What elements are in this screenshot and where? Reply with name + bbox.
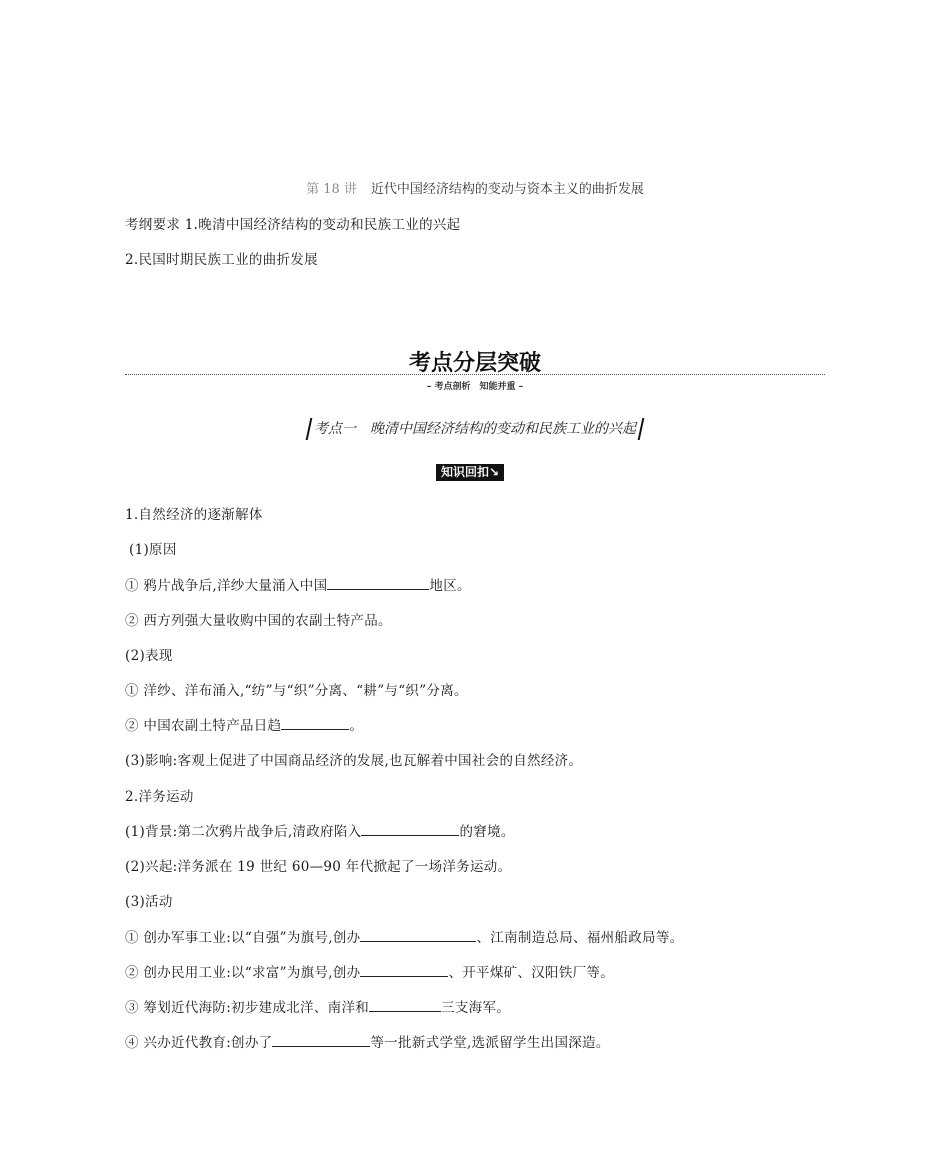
topic-heading bbox=[0, 418, 950, 440]
slash-left-icon bbox=[306, 418, 313, 440]
text-segment: ④ 兴办近代教育:创办了 bbox=[125, 1035, 273, 1051]
text-segment: 。 bbox=[349, 718, 364, 734]
section-banner-subtitle: – 考点剖析 知能并重 – bbox=[426, 382, 524, 392]
line-cause-2: ② 西方列强大量收购中国的农副土特产品。 bbox=[125, 613, 392, 629]
dotted-divider bbox=[125, 374, 825, 375]
fill-blank[interactable] bbox=[327, 575, 429, 590]
lecture-number: 第 18 讲 bbox=[306, 182, 357, 197]
subheading-activities: (3)活动 bbox=[125, 894, 173, 910]
text-segment: 地区。 bbox=[429, 578, 471, 594]
heading-natural-economy: 1.自然经济的逐渐解体 bbox=[125, 507, 263, 523]
line-background bbox=[125, 820, 515, 840]
line-manifestation-2 bbox=[125, 714, 363, 734]
line-activity-2 bbox=[125, 961, 614, 981]
text-segment: 、江南制造总局、福州船政局等。 bbox=[476, 930, 684, 946]
fill-blank[interactable] bbox=[361, 821, 459, 836]
fill-blank[interactable] bbox=[272, 1032, 370, 1047]
fill-blank[interactable] bbox=[360, 962, 448, 977]
fill-blank[interactable] bbox=[369, 997, 441, 1012]
text-segment: ② 创办民用工业:以“求富”为旗号,创办 bbox=[125, 965, 361, 981]
requirement-line-1: 考纲要求 1.晚清中国经济结构的变动和民族工业的兴起 bbox=[125, 217, 461, 233]
heading-westernization: 2.洋务运动 bbox=[125, 789, 194, 805]
text-segment: ① 创办军事工业:以“自强”为旗号,创办 bbox=[125, 930, 361, 946]
line-manifestation-1: ① 洋纱、洋布涌入,“纺”与“织”分离、“耕”与“织”分离。 bbox=[125, 683, 468, 699]
lecture-header bbox=[0, 178, 950, 197]
line-impact: (3)影响:客观上促进了中国商品经济的发展,也瓦解着中国社会的自然经济。 bbox=[125, 753, 583, 769]
text-segment: (1)背景:第二次鸦片战争后,清政府陷入 bbox=[125, 824, 362, 840]
badge-label: 知识回扣 bbox=[441, 465, 490, 479]
line-cause-1 bbox=[125, 574, 471, 594]
text-segment: 等一批新式学堂,选派留学生出国深造。 bbox=[370, 1035, 610, 1051]
topic-title: 晚清中国经济结构的变动和民族工业的兴起 bbox=[370, 421, 636, 437]
line-activity-1 bbox=[125, 926, 683, 946]
line-activity-4 bbox=[125, 1031, 610, 1051]
knowledge-review-badge bbox=[436, 464, 504, 481]
line-activity-3 bbox=[125, 996, 510, 1016]
subheading-manifestation: (2)表现 bbox=[125, 648, 173, 664]
arrow-down-right-icon: ↘ bbox=[489, 465, 500, 479]
text-segment: ② 中国农副土特产品日趋 bbox=[125, 718, 282, 734]
text-segment: 三支海军。 bbox=[441, 1000, 511, 1016]
section-banner-title: 考点分层突破 bbox=[408, 351, 541, 376]
text-segment: ③ 筹划近代海防:初步建成北洋、南洋和 bbox=[125, 1000, 370, 1016]
fill-blank[interactable] bbox=[360, 927, 476, 942]
text-segment: ① 鸦片战争后,洋纱大量涌入中国 bbox=[125, 578, 328, 594]
slash-right-icon bbox=[638, 418, 645, 440]
line-rise: (2)兴起:洋务派在 19 世纪 60—90 年代掀起了一场洋务运动。 bbox=[125, 859, 512, 875]
lecture-title: 近代中国经济结构的变动与资本主义的曲折发展 bbox=[370, 182, 644, 197]
subheading-cause: (1)原因 bbox=[129, 542, 177, 558]
text-segment: 的窘境。 bbox=[459, 824, 515, 840]
topic-label: 考点一 bbox=[314, 421, 356, 437]
requirement-line-2: 2.民国时期民族工业的曲折发展 bbox=[125, 252, 318, 268]
fill-blank[interactable] bbox=[281, 715, 349, 730]
text-segment: 、开平煤矿、汉阳铁厂等。 bbox=[448, 965, 615, 981]
